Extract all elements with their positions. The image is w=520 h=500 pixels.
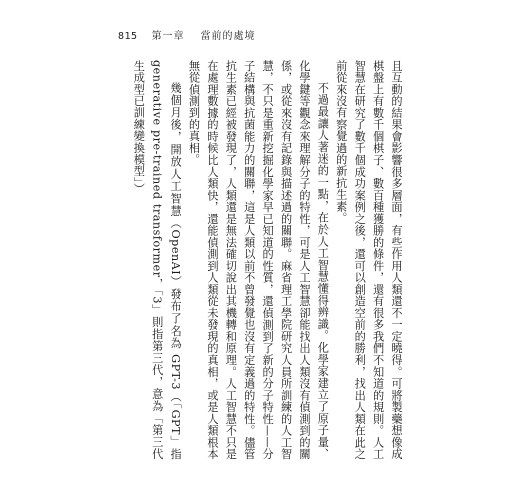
page-number: 815 (118, 31, 138, 42)
chapter-title: 當前的處境 (200, 31, 256, 42)
chapter-label: 第一章 (151, 31, 185, 42)
body-text (129, 60, 405, 460)
paragraph-1: 且互動的結果會影響很多層面，有些作用人類還不一定曉得。可將製藥想像成棋盤上有數千個棋子、數百種獲勝的條件，還有很多我們不知道的規則。人工智慧在研究了數千個成功案例之後，還可以創造空前的勝利，找出人類在此之前從來沒有察覺過的新抗生素。 (334, 60, 403, 460)
paragraph-3: 幾個月後，開放人工智慧（OpenAI）發布了名為 GPT-3（「GPT」指 generative pre-trained transformer，「3」則指第三代，意為「第三代生成型已訓練變換模型」） (132, 60, 183, 460)
paragraph-2: 不過最讓人著迷的一點，在於人工智慧懂得辨識。化學家建立了原子量、化學鍵等觀念來理解分子的特性，可是人工智慧卻能找出人類沒有偵測到的關係，或從來沒有記錄與描述過的關聯。麻省理工學院研究人員所訓練的人工智慧，不只是重新挖掘化學家早已知道的性質，還偵測到了新的分子特性——分子結構與抗菌能力的關聯，這是人類以前不曾發覺也沒有定義過的特性。儘管抗生素已經被發現了，人類還是無法確切說出其機轉和原理。人工智慧不只是在處理數據的時候比人類快，還能偵測到人類從未發現的真相，或是人類根本無從偵測到的真相。 (187, 60, 330, 460)
running-header (118, 27, 256, 42)
